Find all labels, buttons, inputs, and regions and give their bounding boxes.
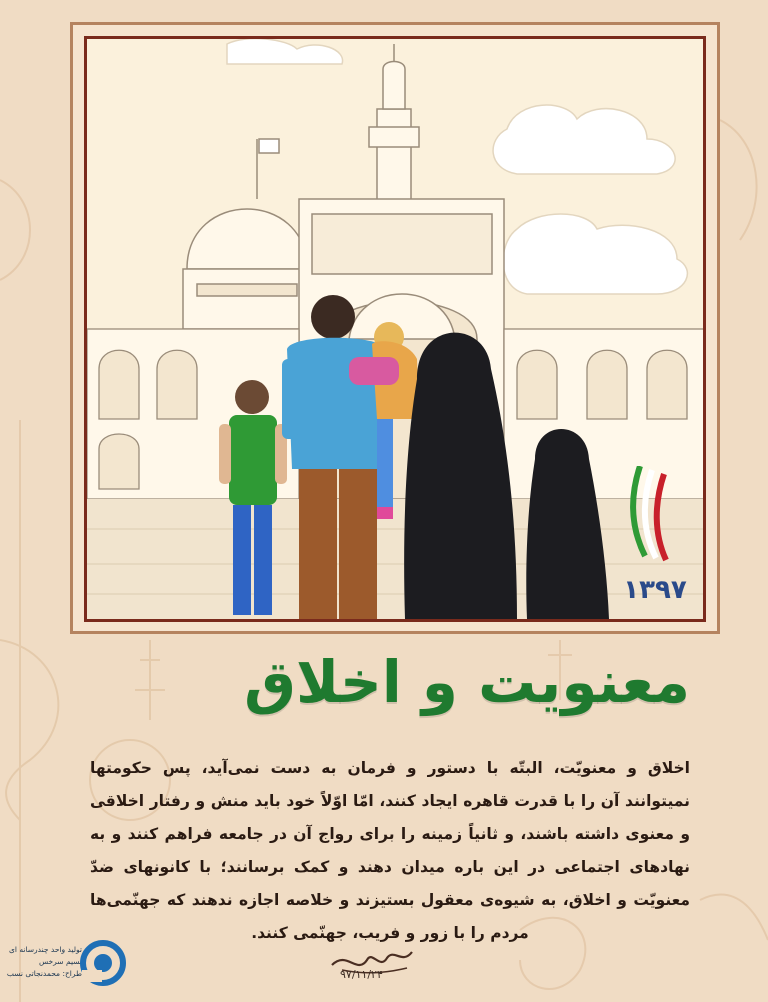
- producer-logo-icon: [80, 940, 126, 986]
- credits: [0, 944, 82, 980]
- credits-line-designer: طراح: محمدنجاتی نسب: [6, 969, 82, 978]
- signature-date: ۹۷/۱۱/۲۴: [340, 968, 383, 981]
- credits-line-producer: تولید واحد چندرسانه ای: [9, 945, 82, 954]
- page-title: معنویت و اخلاق: [244, 648, 690, 716]
- signature-icon: [322, 930, 422, 990]
- quote-body: اخلاق و معنویّت، البتّه با دستور و فرمان به دست نمی‌آید، پس حکومتها نمیتوانند آن را با قدرت قاهره ایجاد کنند، امّا اوّلاً خود باید منش و رفتار اخلاقی و معنوی داشته باشند، و ثانیاً زمینه را برای رواج آن در جامعه فراهم کنند و به نهادهای اجتماعی در این باره میدان دهند و کمک برسانند؛ با کانونهای ضدّ معنویّت و اخلاق، به شیوه‌ی معقول بستیزند و خلاصه اجازه ندهند که جهنّمی‌ها مردم را با زور و فریب، جهنّمی کنند.: [90, 759, 690, 942]
- anniversary-emblem-icon: [600, 466, 710, 616]
- emblem-number: ۱۳۹۷: [623, 575, 687, 605]
- credits-line-location: نسیم سرخس: [38, 957, 82, 966]
